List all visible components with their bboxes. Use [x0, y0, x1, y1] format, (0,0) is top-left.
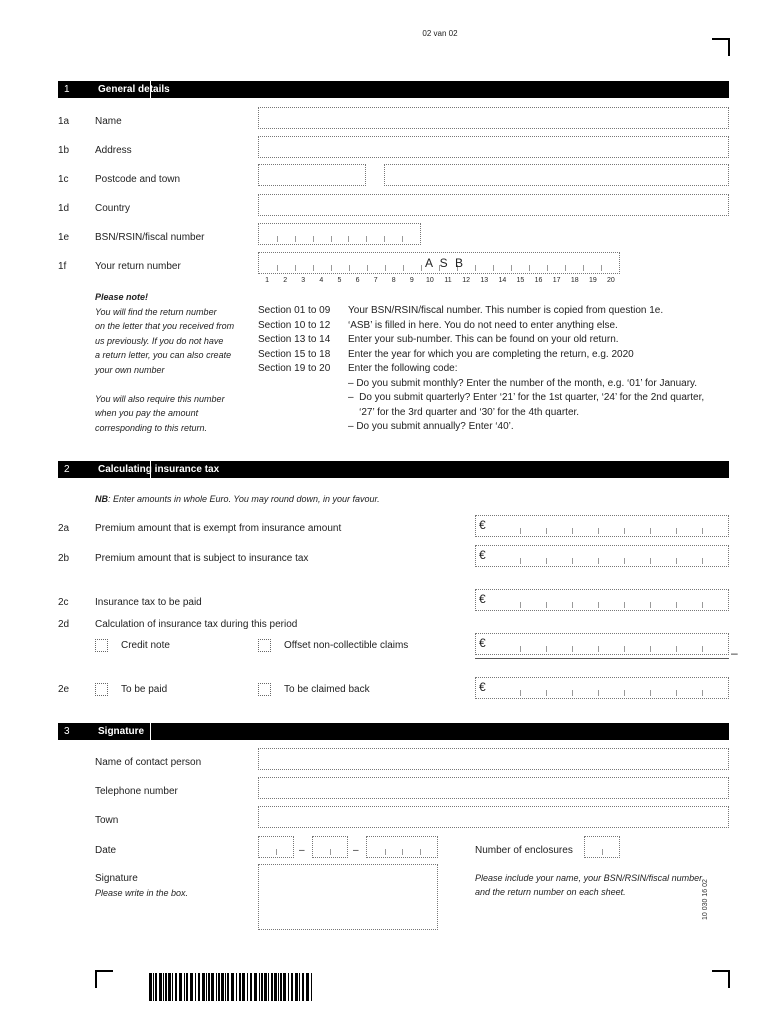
euro-icon: €: [479, 548, 486, 562]
section-ranges: [258, 304, 346, 377]
note-spacer: [95, 377, 255, 392]
to-be-claimed-checkbox[interactable]: [258, 683, 271, 696]
digit-position-label: 12: [462, 277, 471, 284]
label-country: Country: [95, 203, 131, 214]
cell-divider: [598, 690, 599, 696]
barcode-bar: [254, 973, 257, 1001]
cell-divider: [520, 602, 521, 608]
note-line: on the letter that you received from: [95, 321, 235, 331]
cell-divider: [676, 690, 677, 696]
cell-divider: [520, 646, 521, 652]
barcode-bar: [202, 973, 205, 1001]
euro-icon: €: [479, 680, 486, 694]
barcode-bar: [302, 973, 304, 1001]
section-title: Signature: [98, 726, 145, 737]
cell-divider: [602, 849, 603, 855]
enclosures-field[interactable]: [584, 836, 620, 858]
digit-position-label: 7: [373, 277, 378, 284]
telephone-field[interactable]: [258, 777, 729, 799]
cell-divider: [385, 849, 386, 855]
euro-icon: €: [479, 592, 486, 606]
tax-to-be-paid-field[interactable]: [475, 589, 729, 611]
header-separator: [150, 723, 151, 740]
cell-divider: [511, 265, 512, 271]
barcode-bar: [153, 973, 154, 1001]
nb-label: NB: [95, 494, 108, 504]
signature-hint: Please write in the box.: [95, 888, 189, 898]
barcode-bar: [179, 973, 182, 1001]
enclosure-note: and the return number on each sheet.: [475, 887, 626, 897]
section-range: Section 01 to 09: [258, 305, 331, 316]
cell-divider: [546, 528, 547, 534]
barcode-bar: [268, 973, 269, 1001]
digit-position-label: 20: [607, 277, 615, 284]
cell-divider: [624, 690, 625, 696]
barcode: [149, 973, 315, 1003]
cell-divider: [313, 265, 314, 271]
barcode-bar: [184, 973, 185, 1001]
cell-divider: [402, 236, 403, 242]
note-line: your own number: [95, 364, 165, 375]
digit-position-label: 1: [265, 277, 269, 284]
barcode-bar: [172, 973, 173, 1001]
barcode-bar: [165, 973, 167, 1001]
corner-mark-top-right: [712, 38, 730, 56]
explanation-line: ‘ASB’ is filled in here. You do not need to enter anything else.: [348, 319, 618, 331]
town-field[interactable]: [258, 806, 729, 828]
cell-divider: [583, 265, 584, 271]
label-exempt-premium: Premium amount that is exempt from insurance amount: [95, 523, 342, 534]
digit-position-label: 13: [480, 277, 489, 284]
label-address: Address: [95, 145, 132, 156]
barcode-bar: [271, 973, 273, 1001]
address-field[interactable]: [258, 136, 729, 158]
cell-divider: [348, 236, 349, 242]
return-number-prefill: A S B: [425, 256, 466, 270]
sum-line: [475, 658, 729, 659]
barcode-bar: [288, 973, 289, 1001]
cell-divider: [676, 646, 677, 652]
date-year-field[interactable]: [366, 836, 438, 858]
cell-divider: [702, 528, 703, 534]
cell-divider: [572, 558, 573, 564]
section-range: Section 13 to 14: [258, 334, 331, 345]
date-month-field[interactable]: [312, 836, 348, 858]
barcode-bar: [295, 973, 298, 1001]
section-1-header: [58, 81, 729, 98]
note-line: You will find the return number: [95, 306, 217, 317]
label-tax-to-be-paid: Insurance tax to be paid: [95, 597, 202, 608]
cell-divider: [529, 265, 530, 271]
digit-position-label: 15: [516, 277, 525, 284]
digit-position-label: 16: [534, 277, 543, 284]
cell-divider: [367, 265, 368, 271]
nb-text: : Enter amounts in whole Euro. You may round down, in your favour.: [108, 494, 380, 504]
cell-divider: [702, 646, 703, 652]
cell-divider: [276, 849, 277, 855]
cell-divider: [624, 558, 625, 564]
digit-position-label: 5: [337, 277, 342, 284]
explanation-line: Enter the following code:: [348, 363, 458, 374]
barcode-bar: [227, 973, 229, 1001]
label-name: Name: [95, 116, 122, 127]
label-fiscal-number: BSN/RSIN/fiscal number: [95, 232, 205, 243]
note-line: when you pay the amount: [95, 408, 199, 418]
cell-divider: [421, 265, 422, 271]
cell-divider: [277, 265, 278, 271]
form-code: 10 030 16 02: [702, 879, 709, 920]
explanation-line: ‘27’ for the 3rd quarter and ‘30’ for the 4th quarter.: [348, 406, 580, 418]
digit-position-label: 17: [552, 277, 561, 284]
row-code-1b: 1b: [58, 145, 70, 156]
euro-icon: €: [479, 518, 486, 532]
note-line: a return letter, you can also create: [95, 350, 232, 360]
cell-divider: [546, 558, 547, 564]
cell-divider: [650, 528, 651, 534]
cell-divider: [295, 236, 296, 242]
digit-position-label: 10: [426, 277, 434, 284]
explanation-line: – Do you submit quarterly? Enter ‘21’ for the 1st quarter, ‘24’ for the 2nd quarter,: [348, 392, 705, 403]
cell-divider: [572, 602, 573, 608]
note-block: [95, 290, 255, 435]
note-line: You will also require this number: [95, 393, 225, 404]
cell-divider: [402, 849, 403, 855]
cell-divider: [624, 528, 625, 534]
cell-divider: [520, 558, 521, 564]
barcode-bar: [175, 973, 177, 1001]
corner-mark-bottom-left: [95, 970, 113, 988]
barcode-bar: [211, 973, 214, 1001]
digit-position-label: 11: [444, 277, 452, 284]
corner-mark-bottom-right: [712, 970, 730, 988]
barcode-bar: [198, 973, 200, 1001]
cell-divider: [295, 265, 296, 271]
row-code-2a: 2a: [58, 523, 70, 534]
note-title: Please note!: [95, 292, 149, 302]
cell-divider: [403, 265, 404, 271]
date-day-field[interactable]: [258, 836, 294, 858]
barcode-bar: [163, 973, 164, 1001]
label-postcode-town: Postcode and town: [95, 174, 181, 185]
date-dash: –: [353, 845, 359, 856]
taxable-premium-amount-field[interactable]: [475, 545, 729, 567]
cell-divider: [385, 265, 386, 271]
cell-divider: [598, 646, 599, 652]
row-code-2e: 2e: [58, 684, 70, 695]
cell-divider: [330, 849, 331, 855]
to-be-paid-label: To be paid: [121, 684, 168, 695]
barcode-bar: [216, 973, 217, 1001]
row-code-2c: 2c: [58, 597, 69, 608]
explanation-line: Enter the year for which you are completing the return, e.g. 2020: [348, 348, 634, 360]
explanation-line: Enter your sub-number. This can be found on your old return.: [348, 334, 619, 345]
section-3-header: [58, 723, 729, 740]
digit-position-label: 2: [283, 277, 288, 284]
barcode-bar: [261, 973, 263, 1001]
page-indicator: 02 van 02: [422, 29, 458, 38]
cell-divider: [702, 558, 703, 564]
cell-divider: [546, 602, 547, 608]
digit-position-label: 6: [355, 277, 360, 284]
digit-position-label: 9: [409, 277, 414, 284]
nb-note: [95, 494, 380, 504]
cell-divider: [546, 690, 547, 696]
barcode-bar: [242, 973, 245, 1001]
cell-divider: [650, 646, 651, 652]
minus-sign: –: [731, 646, 738, 660]
cell-divider: [420, 849, 421, 855]
date-dash: –: [299, 845, 305, 856]
contact-person-field[interactable]: [258, 748, 729, 770]
barcode-bar: [278, 973, 279, 1001]
enclosure-note: Please include your name, your BSN/RSIN/fiscal number: [475, 873, 703, 883]
cell-divider: [313, 236, 314, 242]
label-enclosures: Number of enclosures: [475, 845, 573, 856]
cell-divider: [624, 602, 625, 608]
cell-divider: [676, 602, 677, 608]
row-code-1d: 1d: [58, 203, 70, 214]
cell-divider: [572, 690, 573, 696]
barcode-bar: [195, 973, 196, 1001]
barcode-bar: [306, 973, 309, 1001]
row-code-2d: 2d: [58, 619, 70, 630]
section-number: 3: [64, 726, 70, 737]
cell-divider: [702, 690, 703, 696]
row-code-1f: 1f: [58, 261, 67, 272]
barcode-bar: [208, 973, 210, 1001]
name-field[interactable]: [258, 107, 729, 129]
fiscal-number-field[interactable]: [258, 223, 421, 245]
section-title: Calculating insurance tax: [98, 464, 220, 475]
credit-note-checkbox[interactable]: [95, 639, 108, 652]
cell-divider: [546, 646, 547, 652]
barcode-bar: [239, 973, 241, 1001]
digit-position-label: 18: [570, 277, 579, 284]
explanation-line: – Do you submit monthly? Enter the number of the month, e.g. ‘01’ for January.: [348, 377, 698, 389]
section-number: 2: [64, 464, 70, 475]
section-range: Section 10 to 12: [258, 319, 331, 331]
exempt-premium-amount-field[interactable]: [475, 515, 729, 537]
digit-position-labels: [258, 277, 620, 289]
label-town: Town: [95, 815, 119, 826]
barcode-bar: [291, 973, 293, 1001]
label-signature: Signature: [95, 873, 138, 884]
cell-divider: [598, 558, 599, 564]
barcode-bar: [231, 973, 234, 1001]
barcode-bar: [206, 973, 207, 1001]
offset-claims-amount-field[interactable]: [475, 633, 729, 655]
barcode-bar: [190, 973, 193, 1001]
to-be-paid-checkbox[interactable]: [95, 683, 108, 696]
cell-divider: [601, 265, 602, 271]
barcode-bar: [159, 973, 162, 1001]
cell-divider: [676, 558, 677, 564]
section-2-header: [58, 461, 729, 478]
digit-position-label: 8: [391, 277, 396, 284]
cell-divider: [565, 265, 566, 271]
town-field[interactable]: [384, 164, 729, 186]
barcode-bar: [247, 973, 248, 1001]
credit-note-label: Credit note: [121, 640, 170, 651]
section-range: Section 15 to 18: [258, 348, 331, 360]
section-number: 1: [64, 84, 70, 95]
cell-divider: [650, 558, 651, 564]
cell-divider: [572, 528, 573, 534]
note-line: corresponding to this return.: [95, 422, 208, 433]
postcode-field[interactable]: [258, 164, 366, 186]
cell-divider: [572, 646, 573, 652]
offset-claims-label: Offset non-collectible claims: [284, 640, 409, 651]
barcode-bar: [186, 973, 188, 1001]
cell-divider: [676, 528, 677, 534]
cell-divider: [384, 236, 385, 242]
note-line: us previously. If you do not have: [95, 335, 224, 346]
signature-box[interactable]: [258, 864, 438, 930]
barcode-bar: [250, 973, 252, 1001]
barcode-bar: [283, 973, 286, 1001]
barcode-bar: [274, 973, 277, 1001]
cell-divider: [349, 265, 350, 271]
cell-divider: [331, 236, 332, 242]
label-return-number: Your return number: [95, 261, 181, 272]
row-code-1e: 1e: [58, 232, 70, 243]
cell-divider: [520, 690, 521, 696]
to-be-claimed-label: To be claimed back: [284, 684, 370, 695]
row-code-1a: 1a: [58, 116, 70, 127]
euro-icon: €: [479, 636, 486, 650]
cell-divider: [598, 602, 599, 608]
cell-divider: [493, 265, 494, 271]
cell-divider: [650, 690, 651, 696]
cell-divider: [331, 265, 332, 271]
section-explanations: [348, 304, 728, 435]
barcode-bar: [299, 973, 300, 1001]
digit-position-label: 3: [301, 277, 306, 284]
label-date: Date: [95, 845, 117, 856]
row-code-2b: 2b: [58, 553, 70, 564]
barcode-bar: [280, 973, 282, 1001]
label-taxable-premium: Premium amount that is subject to insurance tax: [95, 553, 309, 564]
barcode-bar: [264, 973, 267, 1001]
section-title: General details: [98, 84, 170, 95]
barcode-bar: [311, 973, 312, 1001]
cell-divider: [366, 236, 367, 242]
cell-divider: [547, 265, 548, 271]
barcode-bar: [155, 973, 157, 1001]
digit-position-label: 19: [588, 277, 597, 284]
cell-divider: [624, 646, 625, 652]
barcode-bar: [259, 973, 260, 1001]
cell-divider: [475, 265, 476, 271]
label-calculation: Calculation of insurance tax during this period: [95, 619, 298, 630]
label-contact-person: Name of contact person: [95, 757, 202, 768]
cell-divider: [598, 528, 599, 534]
digit-position-label: 14: [498, 277, 507, 284]
digit-position-label: 4: [319, 277, 324, 284]
barcode-bar: [218, 973, 220, 1001]
country-field[interactable]: [258, 194, 729, 216]
barcode-bar: [236, 973, 237, 1001]
cell-divider: [520, 528, 521, 534]
label-telephone: Telephone number: [95, 786, 178, 797]
cell-divider: [650, 602, 651, 608]
offset-claims-checkbox[interactable]: [258, 639, 271, 652]
cell-divider: [702, 602, 703, 608]
barcode-bar: [168, 973, 171, 1001]
barcode-bar: [221, 973, 224, 1001]
cell-divider: [277, 236, 278, 242]
barcode-bar: [149, 973, 152, 1001]
row-code-1c: 1c: [58, 174, 69, 185]
explanation-line: – Do you submit annually? Enter ‘40’.: [348, 421, 514, 432]
section-range: Section 19 to 20: [258, 363, 331, 374]
barcode-bar: [225, 973, 226, 1001]
explanation-line: Your BSN/RSIN/fiscal number. This number is copied from question 1e.: [348, 305, 664, 316]
result-amount-field[interactable]: [475, 677, 729, 699]
